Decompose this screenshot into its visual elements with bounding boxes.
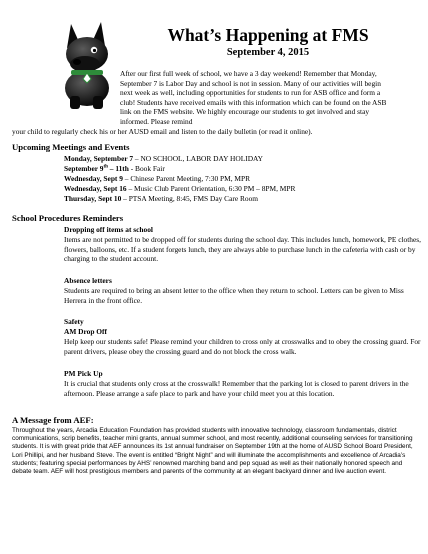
aef-heading: A Message from AEF: bbox=[12, 415, 94, 425]
meeting-date-start: September 9 bbox=[64, 164, 104, 173]
absence-title: Absence letters bbox=[64, 276, 112, 285]
meeting-text: – Music Club Parent Orientation, 6:30 PM – 8PM, MPR bbox=[126, 184, 296, 193]
pm-pickup-title: PM Pick Up bbox=[64, 369, 103, 378]
meeting-date: Thursday, Sept 10 bbox=[64, 194, 122, 203]
intro-paragraph: After our first full week of school, we have a 3 day weekend! Remember that Monday, September 7 is Labor Day and school is not in session. Many of our activities will begin next week as well, including opportunities for students to run for ASB office and form a club! Students have received emails with this information which can be found on the ASB link on the FMS website. We highly encourage our students to get involved and stay informed. Please remind bbox=[120, 69, 387, 126]
meetings-heading: Upcoming Meetings and Events bbox=[12, 142, 130, 152]
meeting-date: Wednesday, Sept 9 bbox=[64, 174, 123, 183]
procedures-heading: School Procedures Reminders bbox=[12, 213, 124, 223]
meeting-text: - Book Fair bbox=[128, 164, 165, 173]
meeting-item bbox=[64, 184, 295, 194]
date-ordinal: th bbox=[103, 164, 108, 170]
meeting-item bbox=[64, 164, 165, 174]
intro-paragraph-tail: your child to regularly check his or her AUSD email and listen to the daily bulletin (or read it online). bbox=[12, 127, 313, 136]
meeting-item bbox=[64, 194, 258, 204]
safety-title: Safety bbox=[64, 317, 84, 326]
meeting-date bbox=[64, 164, 129, 173]
meeting-date: Monday, September 7 bbox=[64, 154, 134, 163]
am-dropoff-text: Help keep our students safe! Please remind your children to cross only at crosswalks and to obey the crossing guard. For parent drivers, please obey the crossing guard and do not block the cross walk. bbox=[64, 337, 421, 356]
newsletter-title: What’s Happening at FMS bbox=[167, 25, 369, 45]
meeting-text: – Chinese Parent Meeting, 7:30 PM, MPR bbox=[122, 174, 251, 183]
absence-text: Students are required to bring an absent letter to the office when they return to school. Letters can be given to Miss Herrera in the front office. bbox=[64, 286, 404, 305]
meeting-item bbox=[64, 154, 263, 164]
school-logo bbox=[57, 22, 117, 110]
meeting-date: Wednesday, Sept 16 bbox=[64, 184, 127, 193]
meeting-item bbox=[64, 174, 250, 184]
dropping-title: Dropping off items at school bbox=[64, 225, 153, 234]
meeting-text: – PTSA Meeting, 8:45, FMS Day Care Room bbox=[121, 194, 259, 203]
dropping-text: Items are not permitted to be dropped off for students during the school day. This includes lunch, homework, PE clothes, flowers, balloons, etc. If a student forgets lunch, they are always able to purchase lunch in the cafeteria with cash or by charging to the student account. bbox=[64, 235, 422, 264]
pm-pickup-text: It is crucial that students only cross at the crosswalk! Remember that the parking lot is closed to parent drivers in the afternoon. Please arrange a safe place to park and have your child meet you at this location. bbox=[64, 379, 409, 398]
meeting-date-end: – 11th bbox=[107, 164, 129, 173]
scottie-dog-icon bbox=[57, 22, 117, 110]
meeting-text: – NO SCHOOL, LABOR DAY HOLIDAY bbox=[133, 154, 264, 163]
aef-text: Throughout the years, Arcadia Education Foundation has provided students with innovative technology, classroom fundamentals, district communications, scrip benefits, teacher mini grants, annual summer school, and most recently, additional counseling services for transitioning students. It is with great pride that AEF announces its 1st annual fundraiser on September 19th at the home of AUSD School Board President, Lori Phillipi, and her husband Steve. The event is entitled “Bright Night” and will illuminate the accomplishments and excellence of Arcadia’s students; featuring special performances by AHS’ renowned marching band and pep squad as well as their nationally honored speech and debate team. AEF will host prestigious members and parents of the community at an elegant backyard dinner and live auction event. bbox=[12, 427, 413, 476]
am-dropoff-title: AM Drop Off bbox=[64, 327, 107, 336]
newsletter-date: September 4, 2015 bbox=[226, 47, 310, 58]
